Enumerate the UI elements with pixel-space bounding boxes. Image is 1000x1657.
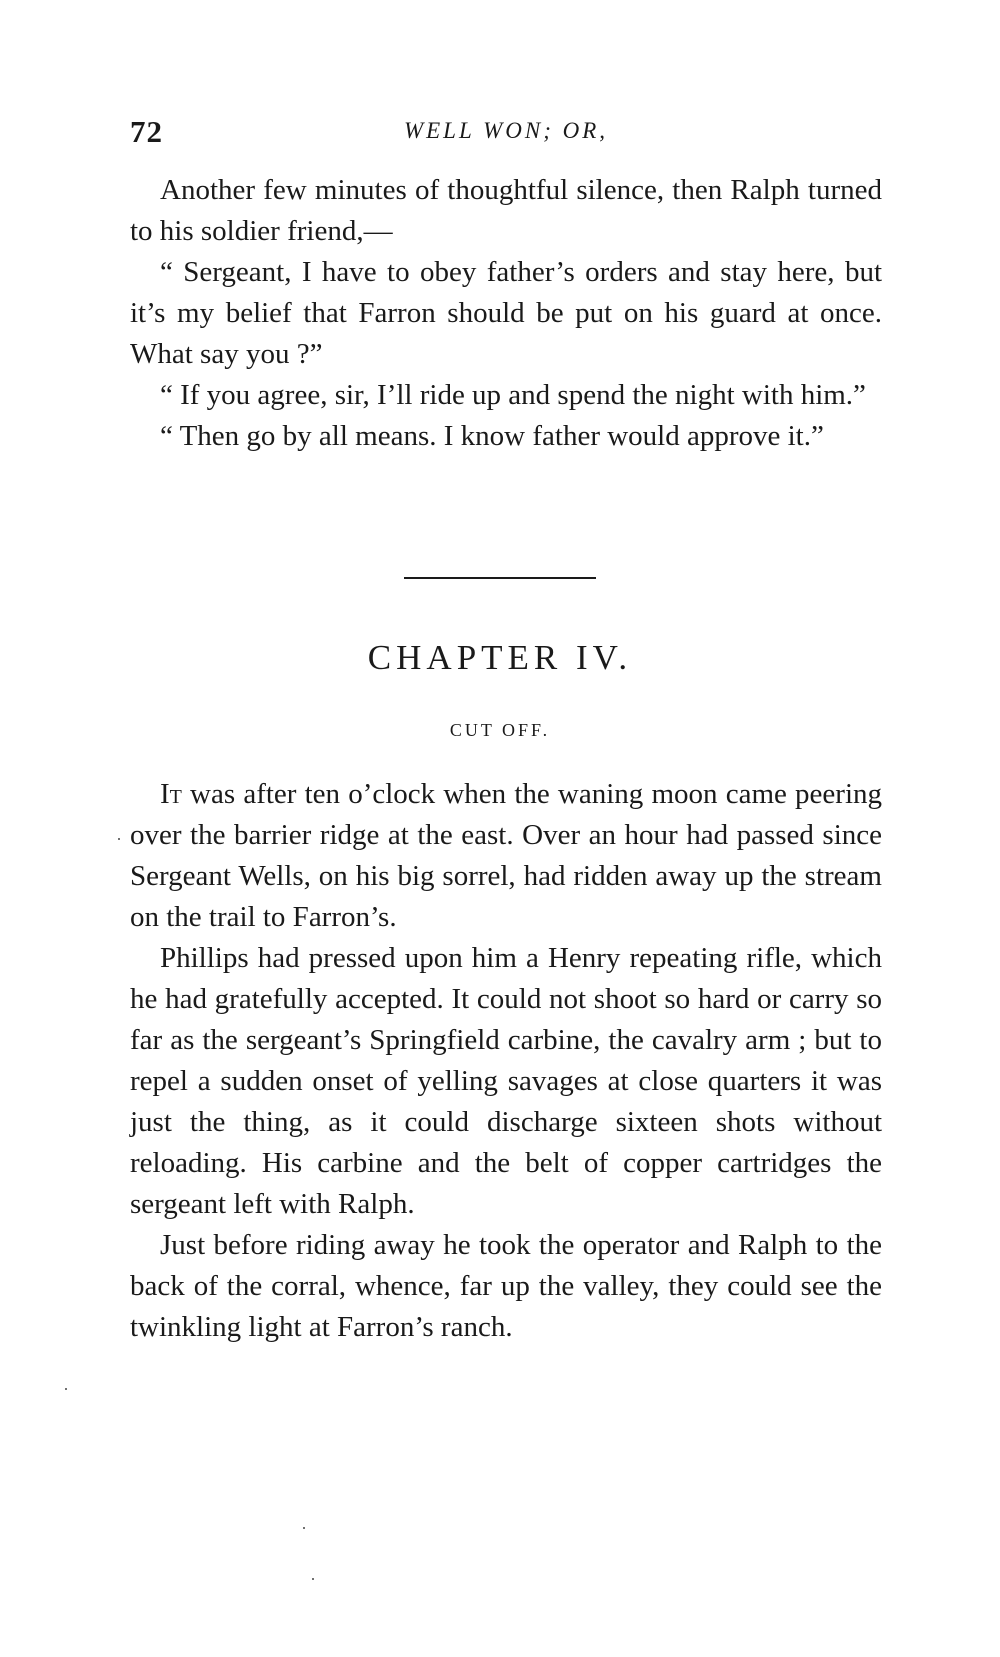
opening-text: was after ten o’clock when the waning moon came peering over the barrier ridge at the east. Over an hour had passed since Sergeant Wells, on his big sorrel, had ridden away up the stream on the trail to Farron’s. bbox=[130, 778, 882, 933]
section-divider bbox=[404, 577, 596, 579]
chapter-text-block bbox=[130, 774, 882, 1348]
paragraph: Phillips had pressed upon him a Henry repeating rifle, which he had gratefully accepted. It could not shoot so hard or carry so far as the sergeant’s Springfield carbine, the cavalry arm ; but to repel a sudden onset of yelling savages at close quarters it was just the thing, as it could discharge sixteen shots without reloading. His carbine and the belt of copper cartridges the sergeant left with Ralph. bbox=[130, 942, 882, 1220]
drop-word: It bbox=[160, 778, 182, 810]
paragraph: “ Sergeant, I have to obey father’s orders and stay here, but it’s my belief that Farron should be put on his guard at once. What say you ?” bbox=[130, 256, 882, 370]
paragraph: “ Then go by all means. I know father would approve it.” bbox=[160, 420, 824, 452]
chapter-subtitle: CUT OFF. bbox=[449, 720, 551, 740]
paper-speck bbox=[118, 838, 120, 840]
top-text-block bbox=[130, 170, 882, 457]
paragraph: “ If you agree, sir, I’ll ride up and spend the night with him.” bbox=[160, 379, 866, 411]
page-header bbox=[130, 114, 882, 154]
page-number: 72 bbox=[130, 114, 163, 149]
chapter-title: CHAPTER IV. bbox=[367, 638, 633, 677]
chapter-opening-paragraph bbox=[130, 774, 882, 938]
paragraph: Another few minutes of thoughtful silence, then Ralph turned to his soldier friend,— bbox=[130, 174, 882, 247]
paper-speck bbox=[312, 1578, 314, 1580]
paragraph: Just before riding away he took the operator and Ralph to the back of the corral, whence, far up the valley, they could see the twinkling light at Farron’s ranch. bbox=[130, 1229, 882, 1343]
running-head: WELL WON; OR, bbox=[403, 118, 609, 143]
paper-speck bbox=[65, 1388, 67, 1390]
paper-speck bbox=[303, 1527, 305, 1529]
